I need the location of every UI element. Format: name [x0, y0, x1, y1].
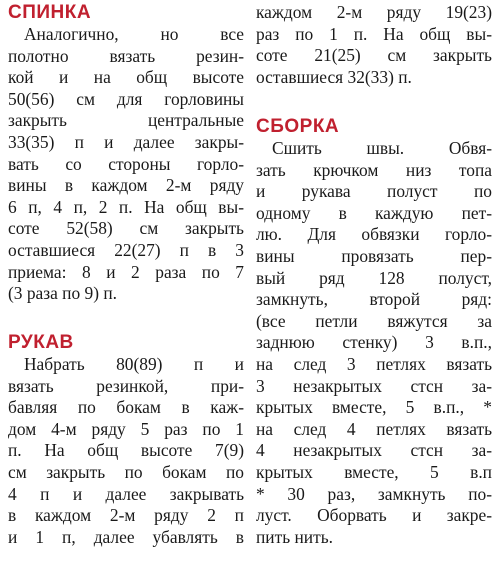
text-line: бавляя по бокам в каж- — [8, 397, 244, 418]
text-line: в каждом 2-м ряду 2 п — [8, 505, 244, 526]
text-line: раз по 1 п. На общ вы- — [256, 23, 492, 44]
text-line: вины провязать пер- — [256, 245, 492, 266]
text-line: на след 4 петлях вязать — [256, 418, 492, 439]
text-line: каждом 2-м ряду 19(23) — [256, 2, 492, 22]
text-line: крытых вместе, 5 в.п — [256, 461, 492, 482]
section-sleeve — [8, 332, 244, 548]
text-line: 6 п, 4 п, 2 п. На общ вы- — [8, 196, 244, 217]
text-line: 4 п и далее закрывать — [8, 483, 244, 504]
text-line: полотно вязать резин- — [8, 45, 244, 66]
text-line: 50(56) см для горловины — [8, 88, 244, 109]
heading-assembly: СБОРКА — [256, 116, 340, 137]
text-line: Аналогично, но все — [24, 24, 244, 44]
text-line: луст. Оборвать и закре- — [256, 505, 492, 526]
text-line: оставшиеся 22(27) п в 3 — [8, 239, 244, 260]
text-line: оставшиеся 32(33) п. — [256, 66, 412, 87]
text-line: и рукава полуст по — [256, 181, 492, 202]
text-line: соте 52(58) см закрыть — [8, 218, 244, 239]
text-line: заднюю стенку) 3 в.п., — [256, 332, 492, 353]
heading-sleeve: РУКАВ — [8, 332, 74, 353]
text-line: вины в каждом 2-м ряду — [8, 175, 244, 196]
text-line: замкнуть, второй ряд: — [256, 289, 492, 310]
text-line: вязать резинкой, при- — [8, 375, 244, 396]
text-line: кой и на общ высоте — [8, 67, 244, 88]
text-line: см закрыть по бокам по — [8, 461, 244, 482]
text-line: пить нить. — [256, 526, 333, 547]
text-line: (все петли вяжутся за — [256, 310, 492, 331]
section-back — [8, 2, 244, 305]
text-line: закрыть центральные — [8, 110, 244, 131]
section-assembly — [256, 116, 492, 548]
text-line: Сшить швы. Обвя- — [272, 138, 492, 158]
text-line: дом 4-м ряду 5 раз по 1 — [8, 418, 244, 439]
text-line: 33(35) п и далее закры- — [8, 131, 244, 152]
text-line: вый ряд 128 полуст, — [256, 267, 492, 288]
text-line: лю. Для обвязки горло- — [256, 224, 492, 245]
text-line: одному в каждую пет- — [256, 202, 492, 223]
section-sleeve-continued — [256, 2, 492, 88]
text-line: и 1 п, далее убавлять в — [8, 526, 244, 547]
text-line: соте 21(25) см закрыть — [256, 45, 492, 66]
text-line: на след 3 петлях вязать — [256, 353, 492, 374]
text-line: (3 раза по 9) п. — [8, 283, 118, 304]
text-line: 3 незакрытых стсн за- — [256, 375, 492, 396]
text-line: 4 незакрытых стсн за- — [256, 440, 492, 461]
text-line: п. На общ высоте 7(9) — [8, 440, 244, 461]
text-line: Набрать 80(89) п и — [24, 354, 244, 374]
text-line: крытых вместе, 5 в.п., * — [256, 397, 492, 418]
text-line: * 30 раз, замкнуть по- — [256, 483, 492, 504]
text-line: вать со стороны горло- — [8, 153, 244, 174]
text-line: зать крючком низ топа — [256, 159, 492, 180]
heading-back: СПИНКА — [8, 2, 92, 23]
text-line: приема: 8 и 2 раза по 7 — [8, 261, 244, 282]
